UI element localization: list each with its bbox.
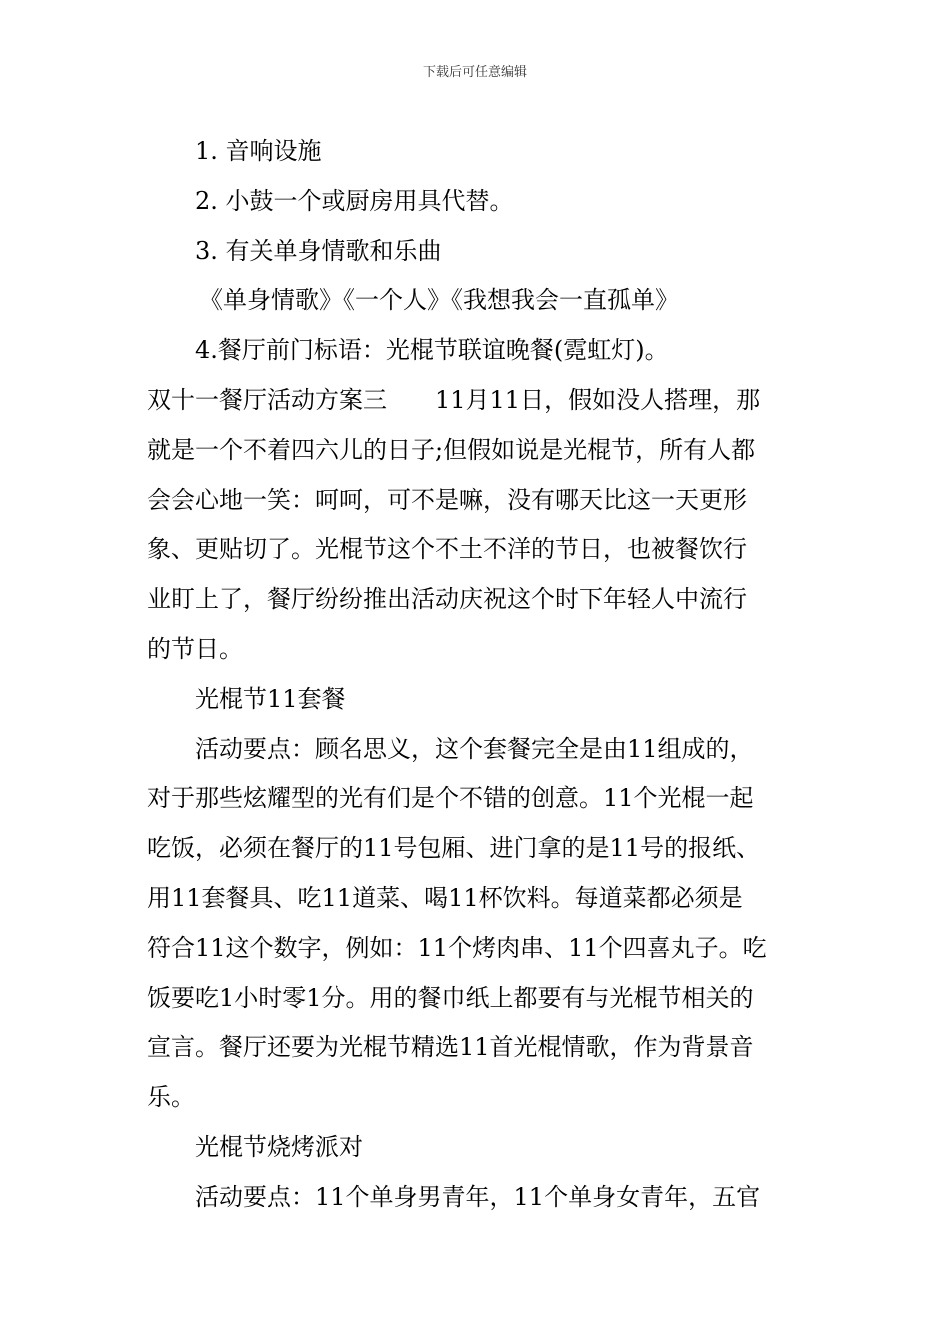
document-body (147, 127, 807, 1223)
song-titles: 《单身情歌》《一个人》《我想我会一直孤单》 (199, 286, 679, 315)
section-heading: 光棍节11套餐 (195, 684, 346, 713)
list-item-2: 2. 小鼓一个或厨房用具代替。 (195, 186, 514, 215)
paragraph-line: 饭要吃1小时零1分。用的餐巾纸上都要有与光棍节相关的 (147, 983, 754, 1012)
paragraph-line: 业盯上了，餐厅纷纷推出活动庆祝这个时下年轻人中流行 (147, 585, 747, 614)
list-item-3: 3. 有关单身情歌和乐曲 (195, 236, 442, 265)
paragraph-line: 乐。 (147, 1083, 195, 1112)
list-item-1: 1. 音响设施 (195, 137, 322, 165)
paragraph-line: 用11套餐具、吃11道菜、喝11杯饮料。每道菜都必须是 (147, 883, 743, 912)
paragraph-line: 会会心地一笑：呵呵，可不是嘛，没有哪天比这一天更形 (147, 485, 747, 514)
section-heading: 光棍节烧烤派对 (195, 1132, 363, 1161)
paragraph-line: 象、更贴切了。光棍节这个不土不洋的节日，也被餐饮行 (147, 535, 747, 564)
paragraph-line: 活动要点：顾名思义，这个套餐完全是由11组成的， (195, 734, 754, 763)
paragraph-line: 的节日。 (147, 634, 243, 663)
paragraph-line: 双十一餐厅活动方案三 11月11日，假如没人搭理，那 (147, 385, 761, 414)
paragraph-line: 符合11这个数字，例如：11个烤肉串、11个四喜丸子。吃 (147, 933, 767, 962)
paragraph-line: 对于那些炫耀型的光有们是个不错的创意。11个光棍一起 (147, 784, 754, 813)
paragraph-line: 活动要点：11个单身男青年，11个单身女青年，五官 (195, 1182, 761, 1211)
paragraph-line: 宣言。餐厅还要为光棍节精选11首光棍情歌，作为背景音 (147, 1033, 754, 1062)
page-header-note: 下载后可任意编辑 (422, 65, 527, 80)
list-item-4: 4.餐厅前门标语：光棍节联谊晚餐(霓虹灯)。 (195, 336, 669, 365)
paragraph-line: 吃饭，必须在餐厅的11号包厢、进门拿的是11号的报纸、 (147, 834, 761, 863)
paragraph-line: 就是一个不着四六儿的日子;但假如说是光棍节，所有人都 (147, 435, 756, 464)
